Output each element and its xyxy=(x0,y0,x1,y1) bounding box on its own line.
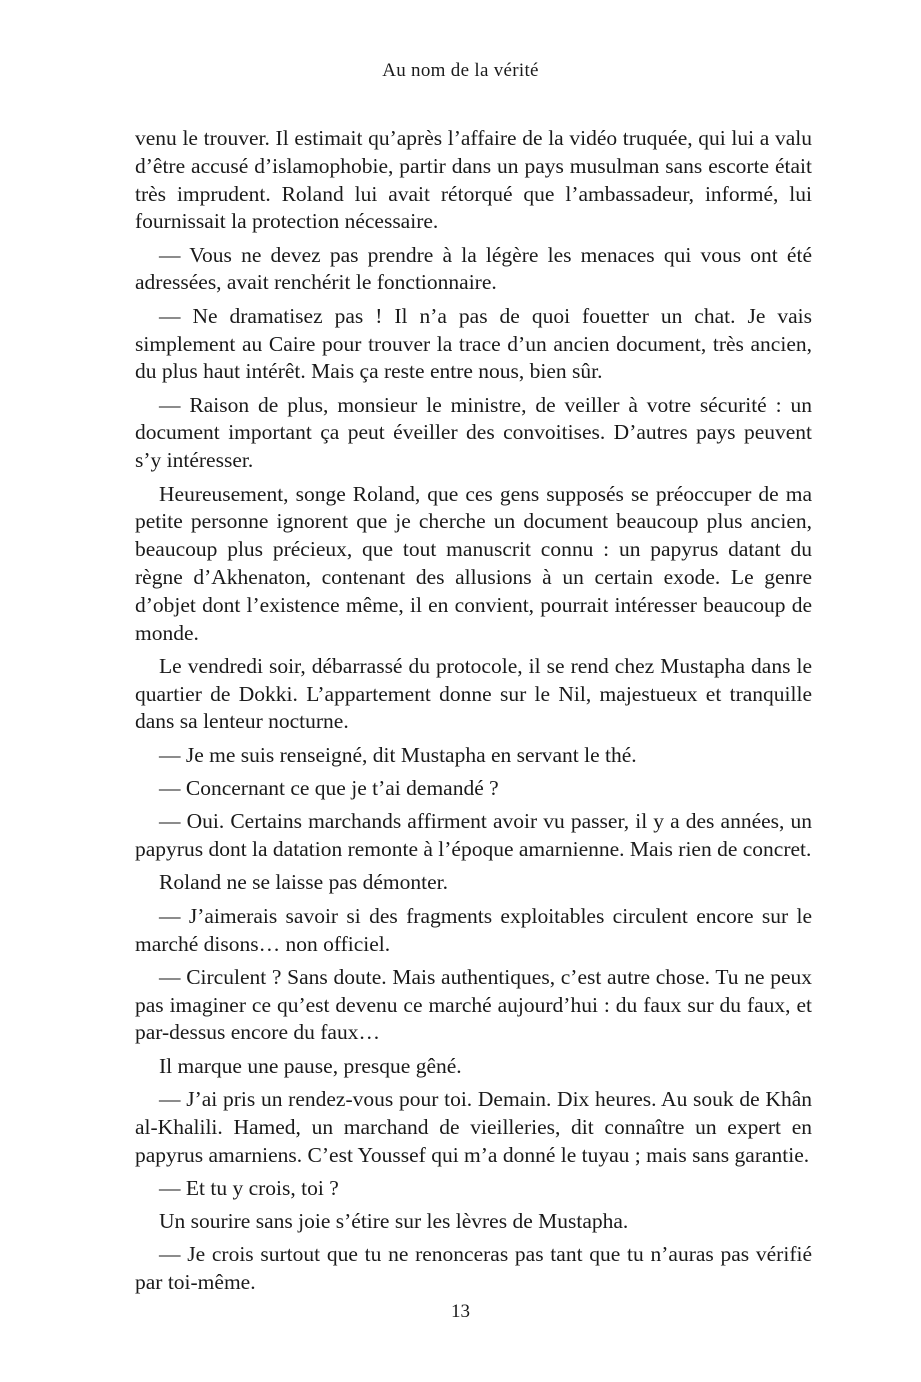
paragraph: — Et tu y crois, toi ? xyxy=(159,1175,339,1200)
paragraph: Il marque une pause, presque gêné. xyxy=(159,1053,462,1078)
paragraph: — Circulent ? Sans doute. Mais authentiques, c’est autre chose. Tu ne peux pas imaginer ce qu’est devenu ce marché aujourd’hui : du faux sur du faux, et par-dessus encore du faux… xyxy=(135,964,812,1045)
paragraph: Heureusement, songe Roland, que ces gens supposés se préoccuper de ma petite personne ignorent que je cherche un document beaucoup plus ancien, beaucoup plus précieux, que tout manuscrit connu : un papyrus datant du règne d’Akhenaton, contenant des allusions à un certain exode. Le genre d’objet dont l’existence même, il en convient, pourrait intéresser beaucoup de monde. xyxy=(135,481,812,645)
body-text xyxy=(135,125,812,1303)
paragraph: — Concernant ce que je t’ai demandé ? xyxy=(159,776,499,801)
paragraph: — Vous ne devez pas prendre à la légère les menaces qui vous ont été adressées, avait renchérit le fonctionnaire. xyxy=(135,242,812,295)
running-header: Au nom de la vérité xyxy=(382,60,539,81)
paragraph: — Ne dramatisez pas ! Il n’a pas de quoi fouetter un chat. Je vais simplement au Caire pour trouver la trace d’un ancien document, très ancien, du plus haut intérêt. Mais ça reste entre nous, bien sûr. xyxy=(135,303,812,384)
paragraph: — Raison de plus, monsieur le ministre, de veiller à votre sécurité : un document important ça peut éveiller des convoitises. D’autres pays peuvent s’y intéresser. xyxy=(135,392,812,473)
paragraph: venu le trouver. Il estimait qu’après l’affaire de la vidéo truquée, qui lui a valu d’être accusé d’islamophobie, partir dans un pays musulman sans escorte était très imprudent. Roland lui avait rétorqué que l’ambassadeur, informé, lui fournissait la protection nécessaire. xyxy=(135,126,812,234)
paragraph: Le vendredi soir, débarrassé du protocole, il se rend chez Mustapha dans le quartier de Dokki. L’appartement donne sur le Nil, majestueux et tranquille dans sa lenteur nocturne. xyxy=(135,653,812,734)
paragraph: — J’ai pris un rendez-vous pour toi. Demain. Dix heures. Au souk de Khân al-Khalili. Hamed, un marchand de vieilleries, dit connaître un expert en papyrus amarniens. C’est Youssef qui m’a donné le tuyau ; mais sans garantie. xyxy=(135,1087,812,1167)
paragraph: — Je crois surtout que tu ne renonceras pas tant que tu n’auras pas vérifié par toi-même. xyxy=(135,1242,812,1295)
paragraph: — Oui. Certains marchands affirment avoir vu passer, il y a des années, un papyrus dont la datation remonte à l’époque amarnienne. Mais rien de concret. xyxy=(135,809,812,862)
paragraph: — Je me suis renseigné, dit Mustapha en servant le thé. xyxy=(159,742,637,767)
page-number: 13 xyxy=(451,1301,470,1322)
paragraph: Roland ne se laisse pas démonter. xyxy=(159,870,448,895)
paragraph: Un sourire sans joie s’étire sur les lèvres de Mustapha. xyxy=(159,1209,629,1234)
paragraph: — J’aimerais savoir si des fragments exploitables circulent encore sur le marché disons… non officiel. xyxy=(135,903,812,956)
